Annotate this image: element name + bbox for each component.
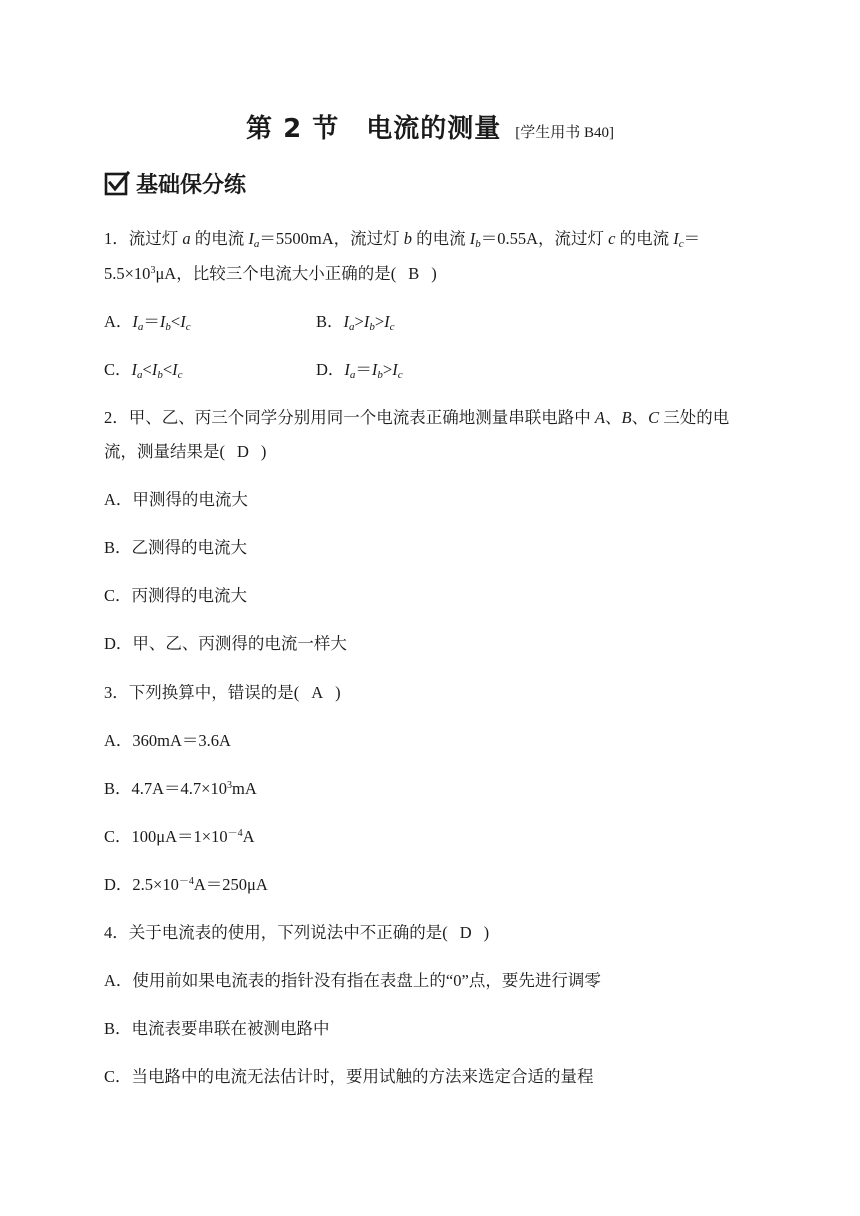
q1-text: ＝0.55A，流过灯 xyxy=(480,229,609,248)
q2-text: 2．甲、乙、丙三个同学分别用同一个电流表正确地测量串联电路中 xyxy=(104,408,595,427)
question-1-line-2 xyxy=(104,264,437,284)
q1-text: 的电流 xyxy=(412,229,470,248)
q1-option-d xyxy=(316,360,403,380)
sub-c: c xyxy=(389,321,395,333)
q3-option-b xyxy=(104,779,257,799)
var-I: I xyxy=(159,312,166,331)
var-I: I xyxy=(392,360,398,379)
option-prefix: A． xyxy=(104,312,133,331)
operator: < xyxy=(162,360,173,379)
q1-text: 的电流 xyxy=(190,229,249,248)
q3-option-d xyxy=(104,875,268,895)
var-I: I xyxy=(180,312,186,331)
q1-var-a: a xyxy=(182,229,191,248)
operator: > xyxy=(382,360,393,379)
exponent: 3 xyxy=(226,780,232,791)
q3-answer: A xyxy=(311,683,324,702)
var-I: I xyxy=(132,312,138,331)
q1-text: 的电流 xyxy=(615,229,674,248)
question-2-line-2 xyxy=(104,442,266,462)
q1-option-a xyxy=(104,312,191,332)
operator: > xyxy=(354,312,364,331)
q2-close-paren: ) xyxy=(260,442,267,461)
point-C: C xyxy=(648,408,660,427)
q1-sub-b: b xyxy=(475,238,481,250)
option-text: D．2.5×10 xyxy=(104,875,179,894)
sub-a: a xyxy=(349,321,355,333)
q1-sub-c: c xyxy=(678,238,684,250)
sub-b: b xyxy=(165,321,171,333)
sub-a: a xyxy=(137,321,144,333)
point-B: B xyxy=(621,408,632,427)
q2-text: 三处的电 xyxy=(659,408,730,427)
q1-var-I: I xyxy=(469,229,476,248)
q1-text: 1．流过灯 xyxy=(104,229,183,248)
separator: 、 xyxy=(631,408,649,427)
q1-exponent: 3 xyxy=(150,265,156,276)
q4-close-paren: ) xyxy=(483,923,490,942)
sub-b: b xyxy=(369,321,375,333)
q3-option-c xyxy=(104,827,255,847)
option-text: A xyxy=(242,827,255,846)
q4-answer: D xyxy=(459,923,472,942)
operator: < xyxy=(142,360,152,379)
question-4-stem xyxy=(104,923,489,943)
question-1-line-1 xyxy=(104,229,700,249)
section-heading xyxy=(104,166,246,200)
page-title xyxy=(0,108,860,145)
operator: ＝ xyxy=(355,360,372,379)
sub-a: a xyxy=(137,369,143,381)
var-I: I xyxy=(131,360,138,379)
option-text: C．100μA＝1×10 xyxy=(104,827,228,846)
checkbox-icon xyxy=(104,170,130,196)
point-A: A xyxy=(594,408,605,427)
question-2-line-1 xyxy=(104,408,729,428)
question-3-stem xyxy=(104,683,341,703)
exponent: －4 xyxy=(227,828,243,839)
var-I: I xyxy=(343,312,350,331)
option-text: A＝250μA xyxy=(193,875,268,894)
q1-option-b xyxy=(316,312,395,332)
q4-option-c: C．当电路中的电流无法估计时，要用试触的方法来选定合适的量程 xyxy=(104,1067,594,1086)
q1-text: ＝5500mA，流过灯 xyxy=(259,229,404,248)
q1-sub-a: a xyxy=(253,238,260,250)
q2-option-d: D．甲、乙、丙测得的电流一样大 xyxy=(104,634,347,653)
section-title: 第 2 节 电流的测量 xyxy=(246,114,502,144)
sub-b: b xyxy=(377,369,383,381)
q2-text: 流，测量结果是( xyxy=(104,442,225,461)
q1-var-c: c xyxy=(608,229,616,248)
option-prefix: B． xyxy=(316,312,344,331)
q1-var-I: I xyxy=(673,229,679,248)
q1-var-b: b xyxy=(403,229,412,248)
q4-option-a: A．使用前如果电流表的指针没有指在表盘上的“0”点，要先进行调零 xyxy=(104,971,601,990)
q1-option-c xyxy=(104,360,183,380)
separator: 、 xyxy=(604,408,622,427)
var-I: I xyxy=(371,360,378,379)
var-I: I xyxy=(151,360,158,379)
q2-option-c: C．丙测得的电流大 xyxy=(104,586,248,605)
q3-option-a: A．360mA＝3.6A xyxy=(104,731,231,750)
q3-text: 3．下列换算中，错误的是( xyxy=(104,683,300,702)
q3-close-paren: ) xyxy=(335,683,341,702)
q2-answer: D xyxy=(237,442,249,461)
book-reference: [学生用书 B40] xyxy=(515,125,614,141)
operator: ＝ xyxy=(143,312,160,331)
q1-text: ＝ xyxy=(683,229,701,248)
q2-option-a: A．甲测得的电流大 xyxy=(104,490,248,509)
var-I: I xyxy=(344,360,350,379)
operator: < xyxy=(170,312,181,331)
sub-c: c xyxy=(397,369,403,381)
sub-c: c xyxy=(185,321,191,333)
sub-c: c xyxy=(177,369,183,381)
var-I: I xyxy=(172,360,178,379)
sub-b: b xyxy=(157,369,163,381)
var-I: I xyxy=(384,312,390,331)
exponent: －4 xyxy=(178,876,194,887)
q1-var-I: I xyxy=(248,229,254,248)
q1-text: μA，比较三个电流大小正确的是( xyxy=(155,264,397,283)
var-I: I xyxy=(363,312,370,331)
q4-text: 4．关于电流表的使用，下列说法中不正确的是( xyxy=(104,923,448,942)
sub-a: a xyxy=(349,369,356,381)
q2-option-b: B．乙测得的电流大 xyxy=(104,538,248,557)
option-text: mA xyxy=(231,779,257,798)
option-text: B．4.7A＝4.7×10 xyxy=(104,779,227,798)
q4-option-b: B．电流表要串联在被测电路中 xyxy=(104,1019,330,1038)
q1-answer: B xyxy=(408,264,420,283)
section-label: 基础保分练 xyxy=(136,172,247,198)
q1-close-paren: ) xyxy=(431,264,437,283)
operator: > xyxy=(374,312,385,331)
option-prefix: C． xyxy=(104,360,132,379)
option-prefix: D． xyxy=(316,360,345,379)
q1-text: 5.5×10 xyxy=(104,264,151,283)
